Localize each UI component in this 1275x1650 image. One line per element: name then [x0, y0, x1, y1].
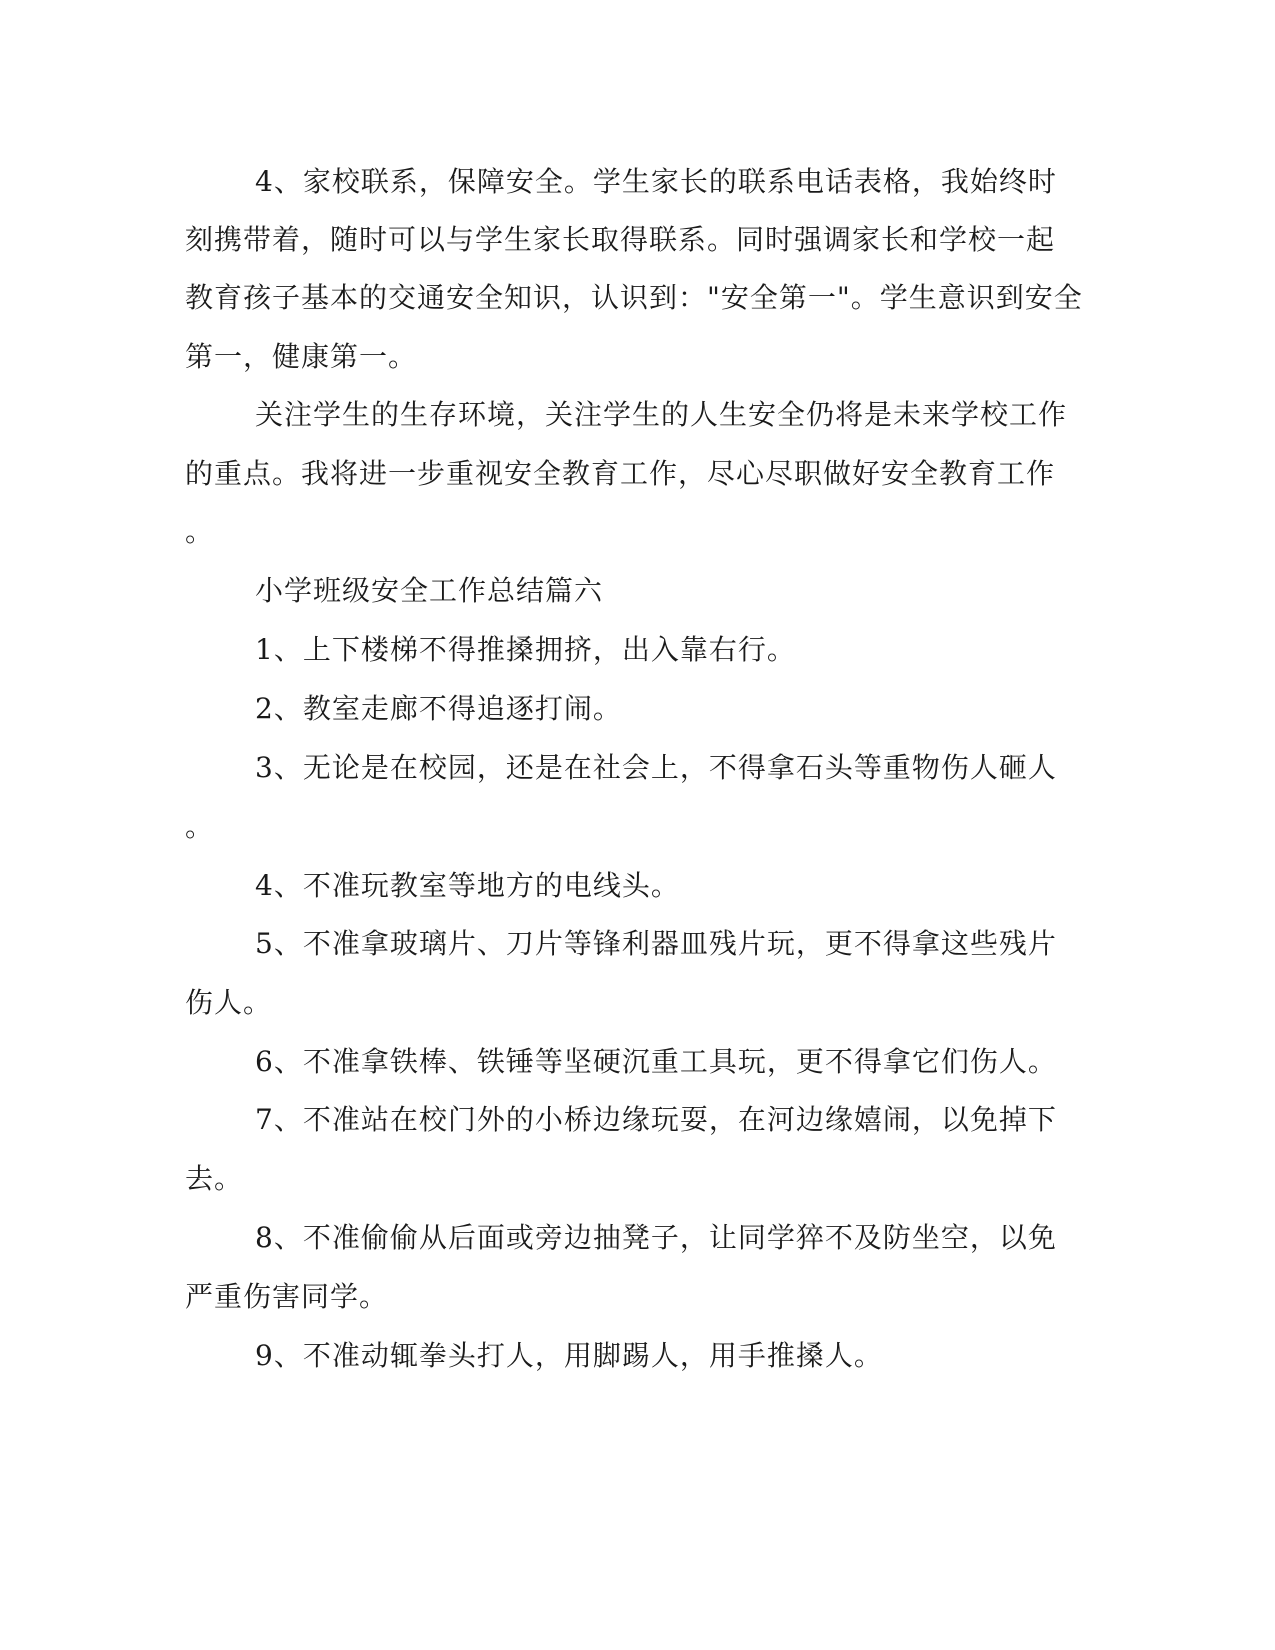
list-item: 9、不准动辄拳头打人，用脚踢人，用手推搡人。 [255, 1339, 883, 1372]
text-line: 第一，健康第一。 [185, 340, 418, 373]
text-line: 刻携带着，随时可以与学生家长取得联系。同时强调家长和学校一起 [185, 223, 1056, 256]
list-item: 3、无论是在校园，还是在社会上，不得拿石头等重物伤人砸人 [255, 751, 1057, 784]
list-item: 6、不准拿铁棒、铁锤等坚硬沉重工具玩，更不得拿它们伤人。 [255, 1045, 1057, 1078]
text-line: 。 [185, 515, 215, 548]
list-item: 4、不准玩教室等地方的电线头。 [255, 869, 680, 902]
text-line: 关注学生的生存环境，关注学生的人生安全仍将是未来学校工作 [255, 398, 1068, 431]
list-item: 5、不准拿玻璃片、刀片等锋利器皿残片玩，更不得拿这些残片 [255, 927, 1057, 960]
text-line: 教育孩子基本的交通安全知识，认识到："安全第一"。学生意识到安全 [185, 281, 1083, 314]
text-line: 去。 [185, 1162, 244, 1195]
text-line: 的重点。我将进一步重视安全教育工作，尽心尽职做好安全教育工作 [185, 457, 1056, 490]
list-item: 7、不准站在校门外的小桥边缘玩耍，在河边缘嬉闹，以免掉下 [255, 1103, 1057, 1136]
text-line: 伤人。 [185, 986, 273, 1019]
list-item: 2、教室走廊不得追逐打闹。 [255, 692, 622, 725]
text-line: 4、家校联系，保障安全。学生家长的联系电话表格，我始终时 [255, 165, 1057, 198]
list-item: 1、上下楼梯不得推搡拥挤，出入靠右行。 [255, 633, 796, 666]
text-line: 。 [185, 810, 215, 843]
list-item: 8、不准偷偷从后面或旁边抽凳子，让同学猝不及防坐空，以免 [255, 1221, 1057, 1254]
section-heading: 小学班级安全工作总结篇六 [255, 574, 604, 607]
text-line: 严重伤害同学。 [185, 1280, 389, 1313]
